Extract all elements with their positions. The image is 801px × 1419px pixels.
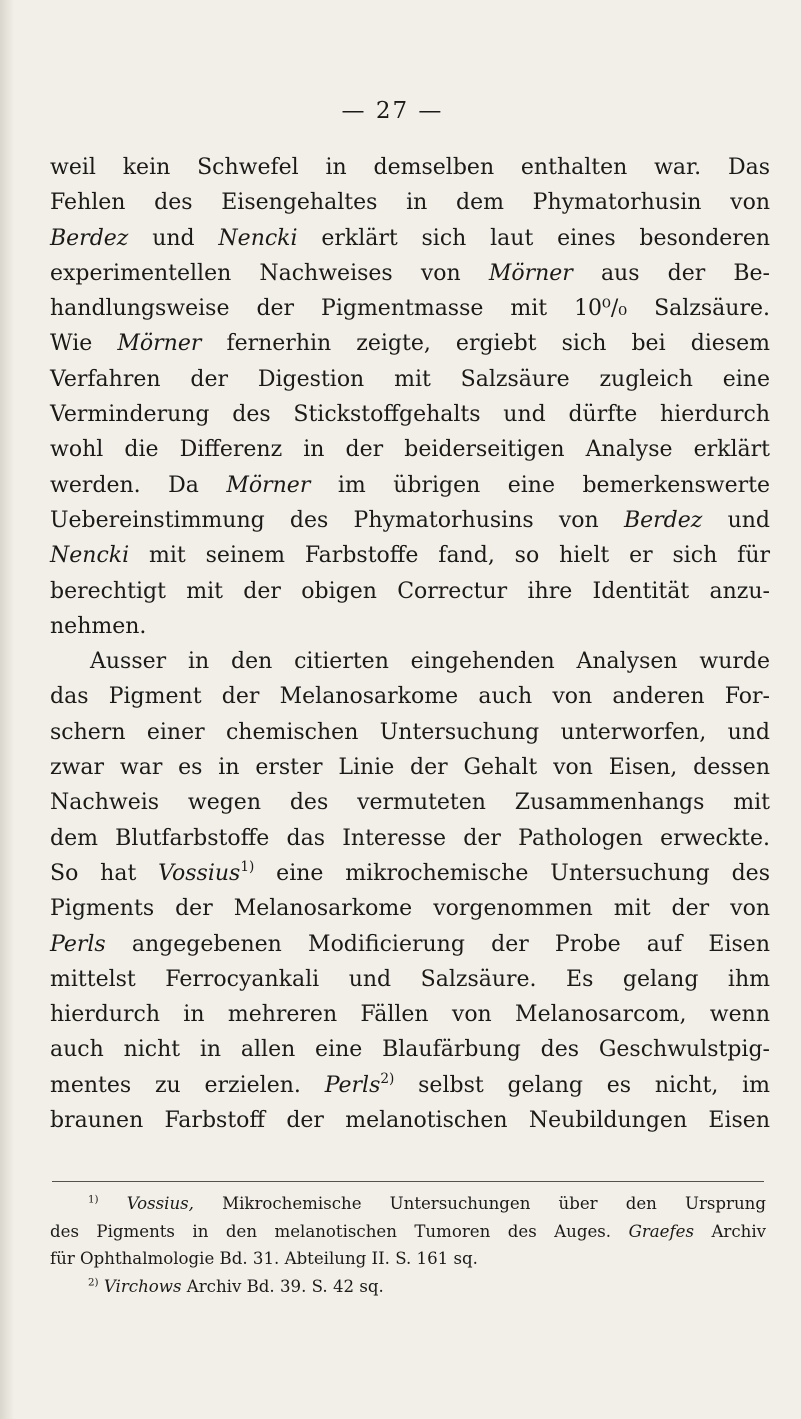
text-line: Verminderung des Stickstoffgehalts und dürfte hierdurch (50, 402, 770, 428)
text-line: auch nicht in allen eine Blaufärbung des Geschwulstpig- (50, 1037, 770, 1063)
text-line: So hat Vossius$^{1)}$ eine mikrochemische Untersuchung des (50, 859, 770, 886)
text-line: weil kein Schwefel in demselben enthalten war. Das (50, 155, 770, 180)
text-line: schern einer chemischen Untersuchung unterworfen, und (50, 719, 770, 745)
footnote-1: $^{1)}$ Vossius, Mikrochemische Untersuchungen über den Ursprung (88, 1193, 766, 1213)
text-line: handlungsweise der Pigmentmasse mit 10⁰/₀ Salzsäure. (50, 296, 770, 322)
text-line: braunen Farbstoff der melanotischen Neubildungen Eisen (50, 1108, 770, 1134)
author-name: Mörner (226, 472, 311, 498)
author-name: Nencki (50, 543, 130, 569)
author-name: Perls (324, 1072, 381, 1098)
author-name: Perls (50, 931, 106, 957)
text-line: Berdez und Nencki erklärt sich laut eines besonderen (50, 225, 771, 251)
author-name: Berdez (50, 225, 129, 251)
text-line: Pigments der Melanosarkome vorgenommen mit der von (50, 896, 770, 922)
footnote-divider (52, 1181, 764, 1182)
footnote-2: $^{2)}$ Virchows Archiv Bd. 39. S. 42 sq. (88, 1276, 384, 1296)
body-text (50, 150, 770, 1138)
text-line: Ausser in den citierten eingehenden Analysen wurde (90, 649, 770, 675)
text-line: das Pigment der Melanosarkome auch von anderen For- (50, 684, 770, 710)
author-name: Nencki (218, 225, 298, 251)
author-name: Mörner (117, 331, 202, 357)
text-line: zwar war es in erster Linie der Gehalt von Eisen, dessen (50, 755, 770, 781)
text-line: mittelst Ferrocyankali und Salzsäure. Es gelang ihm (50, 966, 770, 992)
text-line: berechtigt mit der obigen Correctur ihre Identität anzu- (50, 578, 770, 604)
text-line: mentes zu erzielen. Perls$^{2)}$ selbst gelang es nicht, im (50, 1070, 771, 1098)
text-line: dem Blutfarbstoffe das Interesse der Pathologen erweckte. (50, 825, 770, 851)
text-line: Fehlen des Eisengehaltes in dem Phymatorhusin von (50, 190, 770, 216)
page-number: — 27 — (341, 98, 444, 124)
text-line: Verfahren der Digestion mit Salzsäure zugleich eine (50, 366, 770, 392)
footnote-ref[interactable]: 1) (240, 859, 255, 876)
author-name: Berdez (623, 507, 703, 533)
text-line: experimentellen Nachweises von Mörner aus der Be- (50, 260, 770, 286)
text-line: Perls angegebenen Modificierung der Probe auf Eisen (50, 931, 770, 957)
page-edge-shadow (0, 0, 14, 1419)
author-name: Mörner (488, 260, 573, 286)
text-line: wohl die Differenz in der beiderseitigen Analyse erklärt (50, 437, 770, 463)
author-name: Vossius (158, 860, 241, 886)
text-line: nehmen. (50, 613, 147, 639)
text-line: werden. Da Mörner im übrigen eine bemerkenswerte (50, 472, 771, 498)
footnote-ref[interactable]: 2) (380, 1070, 395, 1087)
footnote-1-cont: für Ophthalmologie Bd. 31. Abteilung II. S. 161 sq. (50, 1249, 478, 1269)
footnote-1-cont: des Pigments in den melanotischen Tumoren des Auges. Graefes Archiv (50, 1221, 767, 1241)
text-line: Nencki mit seinem Farbstoffe fand, so hielt er sich für (50, 543, 770, 569)
footnotes (50, 1190, 766, 1300)
text-line: hierdurch in mehreren Fällen von Melanosarcom, wenn (50, 1002, 770, 1028)
text-line: Uebereinstimmung des Phymatorhusins von Berdez und (50, 507, 770, 533)
text-line: Wie Mörner fernerhin zeigte, ergiebt sich bei diesem (50, 331, 770, 357)
text-line: Nachweis wegen des vermuteten Zusammenhangs mit (50, 790, 770, 816)
